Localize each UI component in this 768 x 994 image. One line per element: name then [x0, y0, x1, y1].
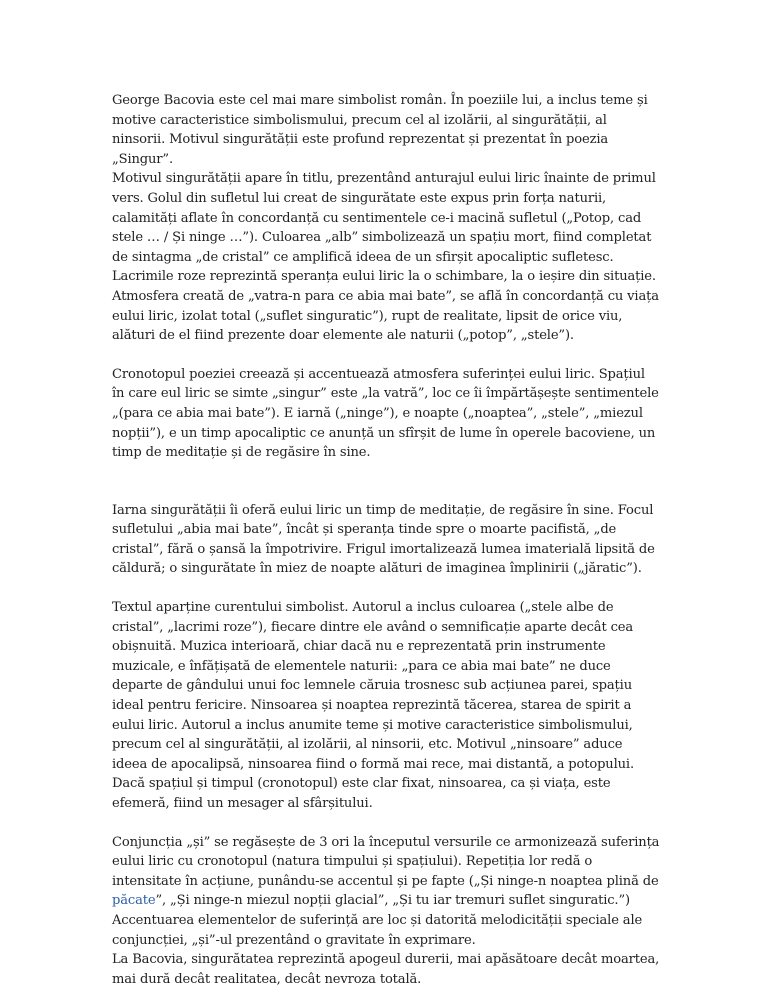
paragraph-spacer [112, 463, 660, 501]
paragraph-conclusion: La Bacovia, singurătatea reprezintă apogeul durerii, mai apăsătoare decât moartea, mai dură decât realitatea, decât nevroza totală. [112, 952, 660, 987]
paragraph-winter: Iarna singurătății îi oferă eului liric un timp de meditație, de regăsire în sine. Focul sufletului „abia mai bate”, încât și speranța tinde spre o moarte pacifistă, „de cristal”, fără o șansă la împotrivire. Frigul imortalizează lumea imaterială lipsită de căldură; o singurătate în miez de noapte alături de imaginea împlinirii („jăratic”). [112, 502, 655, 577]
paragraph-intro: George Bacovia este cel mai mare simbolist român. În poeziile lui, a inclus teme și motive caracteristice simbolismului, precum cel al izolării, al singurătății, al ninsorii. Motivul singurătății este profund reprezentat și prezentat în poezia „Singur”. [112, 93, 648, 167]
document-body [112, 91, 660, 989]
paragraph-chronotope: Cronotopul poeziei creează și accentuează atmosfera suferinței eului liric. Spațiul în care eul liric se simte „singur” este „la vatră”, loc ce îi împărtășește sentimentele „(para ce abia mai bate”). E iarnă („ninge”), e noapte („noaptea”, „stele”, „miezul nopții”), e un timp apocaliptic ce anunță un sfîrșit de lume în operele bacoviene, un timp de meditație și de regăsire în sine. [112, 366, 659, 461]
paragraph-conjunction [112, 833, 660, 951]
paragraph-spacer [112, 346, 660, 365]
paragraph-spacer [112, 579, 660, 598]
conjunction-text-start: Conjuncția „și” se regăsește de 3 ori la începutul versurile ce armonizează suferința eului liric cu cronotopul (natura timpului și spațiului). Repetiția lor redă o intensitate în acțiune, punându-se accentul și pe fapte („Și ninge-n noaptea plină de [112, 834, 660, 889]
paragraph-symbolism: Textul aparține curentului simbolist. Autorul a inclus culoarea („stele albe de cristal”, „lacrimi roze”), fiecare dintre ele având o semnificație aparte decât cea obișnuită. Muzica interioară, chiar dacă nu e reprezentată prin instrumente muzicale, e înfățișată de elementele naturii: „para ce abia mai bate” ne duce departe de gândului unui foc lemnele căruia trosnesc sub acțiunea parei, spațiu ideal pentru fericire. Ninsoarea și noaptea reprezintă tăcerea, starea de spirit a eului liric. Autorul a inclus anumite teme și motive caracteristice simbolismului, precum cel al singurătății, al izolării, al ninsorii, etc. Motivul „ninsoare” aduce ideea de apocalipsă, ninsoarea fiind o formă mai rece, mai distantă, a potopului. Dacă spațiul și timpul (cronotopul) este clar fixat, ninsoarea, ca și viața, este efemeră, fiind un mesager al sfârșitului. [112, 600, 634, 811]
paragraph-solitude-motif: Motivul singurătății apare în titlu, prezentând anturajul eului liric înainte de primul vers. Golul din sufletul lui creat de singurătate este expus prin forța naturii, calamități aflate în concordanță cu sentimentele ce-i macină sufletul („Potop, cad stele … / Și ninge …”). Culoarea „alb” simbolizează un spațiu mort, fiind completat de sintagma „de cristal” ce amplifică ideea de un sfirșit apocaliptic sufletesc. Lacrimile roze reprezintă speranța eului liric la o schimbare, la o ieșire din situație. Atmosfera creată de „vatra-n para ce abia mai bate”, se află în concordanță cu viața eului liric, izolat total („suflet singuratic”), rupt de realitate, lipsit de orice viu, alături de el fiind prezente doar elemente ale naturii („potop”, „stele”). [112, 171, 659, 344]
pacate-link[interactable]: păcate [112, 893, 156, 909]
paragraph-spacer [112, 814, 660, 833]
conjunction-text-end: ”, „Și ninge-n miezul nopții glacial”, „Și tu iar tremuri suflet singuratic.”) Accentuarea elementelor de suferință are loc și datorită melodicității speciale ale conjuncției, „și”-ul prezentând o gravitate în exprimare. [112, 893, 643, 948]
